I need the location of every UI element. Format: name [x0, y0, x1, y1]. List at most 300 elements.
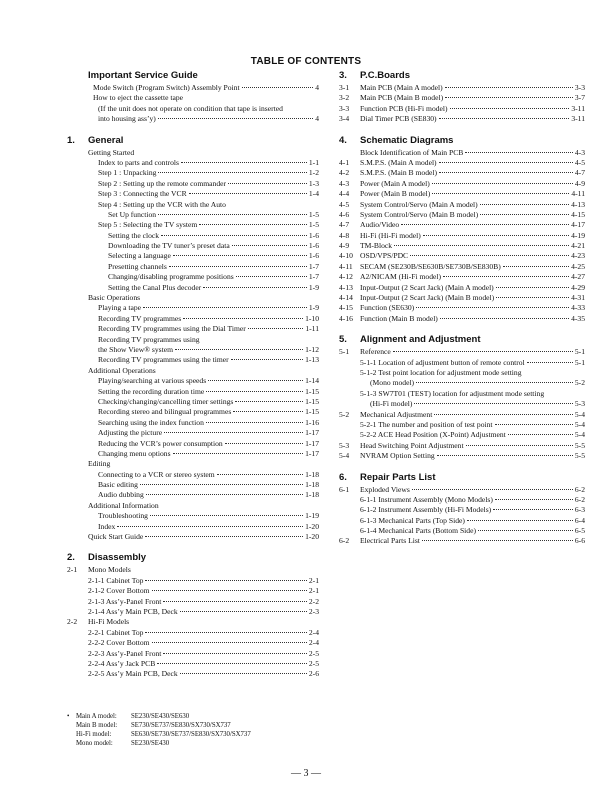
dot-leader [208, 380, 303, 381]
entry-code: 2-1 [67, 565, 78, 575]
toc-entry [67, 200, 319, 210]
toc-entry [67, 104, 319, 114]
toc-section [67, 135, 319, 543]
entry-page: 5-5 [574, 451, 585, 461]
toc-entry [339, 189, 585, 199]
entry-page: 4-3 [574, 147, 585, 157]
entry-page: 1-15 [305, 407, 319, 417]
dot-leader [231, 359, 303, 360]
dot-leader [439, 172, 573, 173]
toc-entry [67, 597, 319, 607]
entry-text: Power (Main A model) [360, 178, 430, 188]
dot-leader [242, 87, 314, 88]
section-heading [339, 472, 585, 484]
dot-leader [173, 453, 304, 454]
toc-entry [67, 272, 319, 282]
entry-code: 3-2 [339, 93, 350, 103]
bullet: • [67, 713, 70, 720]
toc-section [339, 70, 585, 125]
toc-entry [67, 659, 319, 669]
entry-text: Electrical Parts List [360, 536, 420, 546]
dot-leader [423, 235, 569, 236]
toc-entry [67, 565, 319, 575]
toc-entry [67, 649, 319, 659]
entry-text: Input-Output (2 Scart Jack) (Main A model) [360, 282, 494, 292]
model-label: Hi-Fi model: [76, 731, 112, 738]
entry-text: Block Identification of Main PCB [360, 147, 464, 157]
dot-leader [152, 590, 307, 591]
toc-entry [339, 399, 585, 409]
entry-text: (If the unit does not operate on condition that tape is inserted [98, 103, 283, 113]
toc-entry [67, 189, 319, 199]
entry-page: 6-2 [574, 494, 585, 504]
toc-section [339, 334, 585, 461]
entry-page: 5-4 [574, 409, 585, 419]
entry-page: 3-3 [574, 83, 585, 92]
entry-text: 5-2-2 ACE Head Position (X-Point) Adjustment [360, 430, 506, 440]
entry-text: S.M.P.S. (Main B model) [360, 168, 438, 178]
dot-leader [225, 443, 303, 444]
toc-entry [339, 430, 585, 440]
entry-code: 4-13 [339, 282, 353, 292]
section-number: 2. [67, 552, 75, 564]
entry-text: Setting the recording duration time [98, 386, 205, 396]
entry-page: 4-17 [571, 220, 585, 230]
entry-text: Setting the clock [108, 230, 160, 240]
dot-leader [145, 632, 306, 633]
section-title: Disassembly [88, 552, 147, 564]
entry-page: 4-35 [571, 313, 585, 323]
toc-entry [339, 293, 585, 303]
entry-text: Audio/Video [360, 220, 400, 230]
toc-section [67, 70, 319, 125]
entry-code: 3-1 [339, 83, 350, 92]
dot-leader [173, 255, 307, 256]
entry-page: 1-11 [305, 324, 319, 334]
dot-leader [466, 445, 573, 446]
toc-entry [67, 418, 319, 428]
dot-leader [206, 391, 303, 392]
entry-page: 1-18 [305, 490, 319, 500]
toc-entry [67, 522, 319, 532]
toc-entry [67, 231, 319, 241]
dot-leader [416, 307, 569, 308]
entry-text: Troubleshooting [98, 511, 148, 521]
dot-leader [450, 108, 570, 109]
dot-leader [232, 245, 307, 246]
toc-entry [67, 397, 319, 407]
entry-text: Mono Models [88, 565, 131, 575]
toc-entry [339, 210, 585, 220]
entry-page: 4-31 [571, 293, 585, 303]
section-number: 4. [339, 134, 347, 146]
entry-page: 2-2 [308, 596, 319, 606]
entry-code: 3-4 [339, 114, 350, 124]
entry-text: (Hi-Fi model) [370, 399, 413, 409]
toc-entry [67, 293, 319, 303]
section-heading [67, 135, 319, 147]
model-list: SE230/SE430 [131, 740, 170, 747]
entry-page: 4-13 [571, 199, 585, 209]
toc-section [339, 135, 585, 325]
toc-entry [339, 441, 585, 451]
toc-entry [339, 485, 585, 495]
dot-leader [152, 642, 307, 643]
toc-entry [67, 345, 319, 355]
dot-leader [163, 653, 306, 654]
dot-leader [180, 673, 307, 674]
entry-text: Downloading the TV tuner’s preset data [108, 241, 230, 251]
entry-code: 5-2 [339, 409, 350, 419]
dot-leader [437, 455, 573, 456]
entry-text: Changing/disabling programme positions [108, 272, 234, 282]
entry-page: 1-6 [308, 241, 319, 251]
section-number: 5. [339, 334, 347, 346]
entry-page: 2-4 [308, 638, 319, 648]
toc-entry [339, 283, 585, 293]
toc-entry [339, 495, 585, 505]
entry-text: 2-2-2 Cover Bottom [88, 638, 150, 648]
entry-page: 4 [315, 114, 319, 124]
model-note [67, 739, 347, 748]
dot-leader [183, 318, 303, 319]
entry-page: 1-7 [308, 261, 319, 271]
entry-text: Playing a tape [98, 303, 142, 313]
dot-leader [445, 97, 573, 98]
dot-leader [496, 287, 569, 288]
entry-code: 6-2 [339, 536, 350, 546]
entry-text: into housing ass’y) [98, 114, 156, 124]
dot-leader [143, 307, 307, 308]
model-note [67, 721, 347, 730]
entry-text: Audio dubbing [98, 490, 144, 500]
toc-entry [67, 303, 319, 313]
toc-entry [67, 638, 319, 648]
model-label: Mono model: [76, 740, 113, 747]
dot-leader [495, 424, 573, 425]
entry-text: Presetting channels [108, 261, 167, 271]
model-label: Main B model: [76, 722, 118, 729]
entry-text: Step 4 : Setting up the VCR with the Auto [98, 199, 226, 209]
dot-leader [412, 489, 573, 490]
entry-text: 2-1-1 Cabinet Top [88, 575, 144, 585]
entry-page: 5-3 [574, 399, 585, 409]
entry-text: Checking/changing/cancelling timer settings [98, 396, 234, 406]
toc-entry [67, 407, 319, 417]
entry-page: 4-33 [571, 303, 585, 313]
toc-entry [339, 389, 585, 399]
toc-entry [67, 241, 319, 251]
dot-leader [146, 494, 303, 495]
entry-page: 2-1 [308, 575, 319, 585]
entry-page: 6-3 [574, 505, 585, 515]
dot-leader [496, 297, 569, 298]
entry-text: 2-2-5 Ass’y Main PCB, Deck [88, 669, 178, 679]
entry-code: 5-1 [339, 347, 350, 357]
toc-entry [67, 470, 319, 480]
toc-entry [67, 220, 319, 230]
section-title: General [88, 134, 124, 146]
toc-entry [339, 420, 585, 430]
entry-page: 1-1 [308, 157, 319, 167]
entry-text: Exploded Views [360, 484, 410, 494]
toc-entry [339, 200, 585, 210]
entry-code: 4-9 [339, 241, 350, 251]
entry-page: 1-2 [308, 168, 319, 178]
toc-entry [67, 439, 319, 449]
toc-entry [339, 114, 585, 124]
toc-entry [67, 210, 319, 220]
toc-entry [67, 283, 319, 293]
toc-entry [67, 93, 319, 103]
dot-leader [432, 193, 569, 194]
dot-leader [150, 515, 303, 516]
entry-page: 4-11 [571, 189, 585, 199]
entry-text: 6-1-3 Mechanical Parts (Top Side) [360, 515, 465, 525]
dot-leader [393, 351, 573, 352]
entry-text: Power (Main B model) [360, 189, 431, 199]
entry-page: 5-4 [574, 419, 585, 429]
entry-page: 4-29 [571, 282, 585, 292]
entry-text: 2-1-2 Cover Bottom [88, 586, 150, 596]
dot-leader [414, 403, 572, 404]
dot-leader [206, 422, 303, 423]
entry-text: 2-2-3 Ass’y-Panel Front [88, 648, 162, 658]
toc-entry [67, 262, 319, 272]
entry-text: 5-1-2 Test point location for adjustment mode setting [360, 367, 522, 377]
entry-text: Step 1 : Unpacking [98, 168, 157, 178]
entry-code: 4-1 [339, 157, 350, 167]
entry-code: 4-12 [339, 272, 353, 282]
entry-text: 2-2-1 Cabinet Top [88, 627, 144, 637]
entry-text: A2/NICAM (Hi-Fi model) [360, 272, 441, 282]
entry-code: 4-5 [339, 199, 350, 209]
entry-page: 1-3 [308, 178, 319, 188]
toc-entry [339, 220, 585, 230]
toc-entry [339, 179, 585, 189]
entry-text: Main PCB (Main A model) [360, 83, 443, 92]
toc-section [339, 472, 585, 547]
dot-leader [401, 224, 569, 225]
toc-entry [67, 324, 319, 334]
toc-entry [339, 505, 585, 515]
dot-leader [432, 183, 573, 184]
model-list: SE230/SE430/SE630 [131, 713, 190, 720]
entry-code: 4-8 [339, 230, 350, 240]
toc-entry [67, 576, 319, 586]
section-title: Repair Parts List [360, 471, 436, 483]
entry-text: Recording TV programmes using the timer [98, 355, 229, 365]
entry-code: 3-3 [339, 103, 350, 113]
section-title: Alignment and Adjustment [360, 334, 481, 346]
entry-code: 4-14 [339, 293, 353, 303]
entry-text: Mode Switch (Program Switch) Assembly Point [93, 83, 240, 92]
dot-leader [503, 266, 569, 267]
dot-leader [422, 540, 573, 541]
entry-text: 6-1-1 Instrument Assembly (Mono Models) [360, 494, 493, 504]
toc-entry [67, 449, 319, 459]
dot-leader [445, 87, 573, 88]
dot-leader [140, 484, 303, 485]
entry-text: OSD/VPS/PDC [360, 251, 409, 261]
entry-text: Changing menu options [98, 448, 171, 458]
entry-page: 2-5 [308, 648, 319, 658]
toc-entry [339, 314, 585, 324]
entry-page: 1-15 [305, 396, 319, 406]
entry-page: 3-11 [571, 103, 585, 113]
toc-entry [339, 158, 585, 168]
entry-text: Recording TV programmes using [98, 334, 200, 344]
dot-leader [434, 414, 573, 415]
toc-entry [67, 83, 319, 93]
toc-entry [339, 168, 585, 178]
model-list: SE730/SE737/SE830/SX730/SX737 [131, 722, 231, 729]
entry-page: 6-2 [574, 484, 585, 494]
entry-page: 3-7 [574, 93, 585, 103]
entry-page: 2-5 [308, 658, 319, 668]
entry-code: 2-2 [67, 617, 78, 627]
toc-entry [67, 251, 319, 261]
entry-page: 1-6 [308, 230, 319, 240]
dot-leader [161, 235, 307, 236]
toc-entry [339, 410, 585, 420]
entry-code: 5-4 [339, 451, 350, 461]
entry-page: 1-4 [308, 189, 319, 199]
entry-text: Set Up function [108, 209, 157, 219]
section-title: Schematic Diagrams [360, 134, 454, 146]
toc-entry [339, 262, 585, 272]
dot-leader [175, 349, 303, 350]
entry-text: Connecting to a VCR or stereo system [98, 469, 215, 479]
entry-code: 4-11 [339, 261, 353, 271]
entry-text: S.M.P.S. (Main A model) [360, 157, 437, 167]
dot-leader [480, 204, 569, 205]
toc-entry [67, 669, 319, 679]
bullet [67, 739, 76, 748]
entry-page: 1-20 [305, 532, 319, 542]
entry-page: 1-9 [308, 303, 319, 313]
entry-page: 4-19 [571, 230, 585, 240]
entry-page: 1-17 [305, 438, 319, 448]
toc-left-column [67, 70, 319, 690]
entry-page: 5-1 [574, 357, 585, 367]
entry-page: 1-17 [305, 428, 319, 438]
entry-text: 2-1-3 Ass’y-Panel Front [88, 596, 162, 606]
dot-leader [145, 536, 303, 537]
entry-text: Function (SE630) [360, 303, 415, 313]
toc-entry [67, 490, 319, 500]
entry-text: Searching using the index function [98, 417, 204, 427]
entry-text: 6-1-2 Instrument Assembly (Hi-Fi Models) [360, 505, 492, 515]
section-title: Important Service Guide [88, 70, 198, 81]
dot-leader [480, 214, 569, 215]
entry-text: Index to parts and controls [98, 157, 179, 167]
section-number: 3. [339, 70, 347, 81]
toc-entry [339, 516, 585, 526]
dot-leader [439, 118, 570, 119]
section-heading [339, 70, 585, 82]
entry-page: 4-23 [571, 251, 585, 261]
entry-page: 6-6 [574, 536, 585, 546]
entry-page: 1-10 [305, 313, 319, 323]
toc-entry [339, 104, 585, 114]
dot-leader [235, 401, 303, 402]
toc-entry [339, 347, 585, 357]
entry-page: 5-2 [574, 378, 585, 388]
dot-leader [199, 224, 307, 225]
dot-leader [478, 530, 573, 531]
toc-entry [339, 93, 585, 103]
page-number: — 3 — [291, 768, 321, 779]
dot-leader [236, 276, 307, 277]
entry-page: 1-12 [305, 344, 319, 354]
entry-page: 1-7 [308, 272, 319, 282]
toc-entry [67, 314, 319, 324]
entry-text: (Mono model) [370, 378, 415, 388]
model-list: SE630/SE730/SE737/SE830/SX730/SX737 [131, 731, 251, 738]
dot-leader [164, 432, 303, 433]
entry-text: NVRAM Option Setting [360, 451, 435, 461]
entry-page: 2-1 [308, 586, 319, 596]
entry-text: Recording stereo and bilingual programmes [98, 407, 232, 417]
toc-entry [339, 451, 585, 461]
dot-leader [439, 162, 573, 163]
dot-leader [394, 245, 569, 246]
dot-leader [228, 183, 307, 184]
toc-entry [67, 376, 319, 386]
entry-text: Head Switching Point Adjustment [360, 440, 464, 450]
entry-page: 4-5 [574, 157, 585, 167]
entry-page: 6-5 [574, 526, 585, 536]
toc-entry [339, 303, 585, 313]
toc-entry [67, 168, 319, 178]
entry-page: 1-9 [308, 282, 319, 292]
entry-text: Playing/searching at various speeds [98, 376, 207, 386]
entry-page: 5-4 [574, 430, 585, 440]
entry-text: Basic editing [98, 480, 138, 490]
dot-leader [440, 318, 569, 319]
entry-code: 4-16 [339, 313, 353, 323]
toc-entry [67, 335, 319, 345]
entry-text: System Control/Servo (Main B model) [360, 209, 479, 219]
toc-entry [339, 358, 585, 368]
entry-page: 1-6 [308, 251, 319, 261]
toc-entry [67, 532, 319, 542]
dot-leader [158, 118, 313, 119]
entry-page: 4-15 [571, 209, 585, 219]
entry-text: Dial Timer PCB (SE830) [360, 114, 437, 124]
entry-page: 2-3 [308, 606, 319, 616]
toc-entry [339, 272, 585, 282]
dot-leader [508, 434, 573, 435]
entry-page: 5-1 [574, 347, 585, 357]
entry-code: 4-15 [339, 303, 353, 313]
entry-text: 6-1-4 Mechanical Parts (Bottom Side) [360, 526, 476, 536]
entry-text: System Control/Servo (Main A model) [360, 199, 478, 209]
entry-code: 4-10 [339, 251, 353, 261]
toc-entry [67, 459, 319, 469]
toc-entry [67, 607, 319, 617]
dot-leader [180, 611, 307, 612]
entry-page: 1-16 [305, 417, 319, 427]
entry-page: 1-5 [308, 209, 319, 219]
dot-leader [527, 362, 573, 363]
toc-entry [339, 148, 585, 158]
model-note [67, 730, 347, 739]
toc-entry [339, 378, 585, 388]
section-number: 1. [67, 134, 75, 146]
model-label: Main A model: [76, 713, 117, 720]
